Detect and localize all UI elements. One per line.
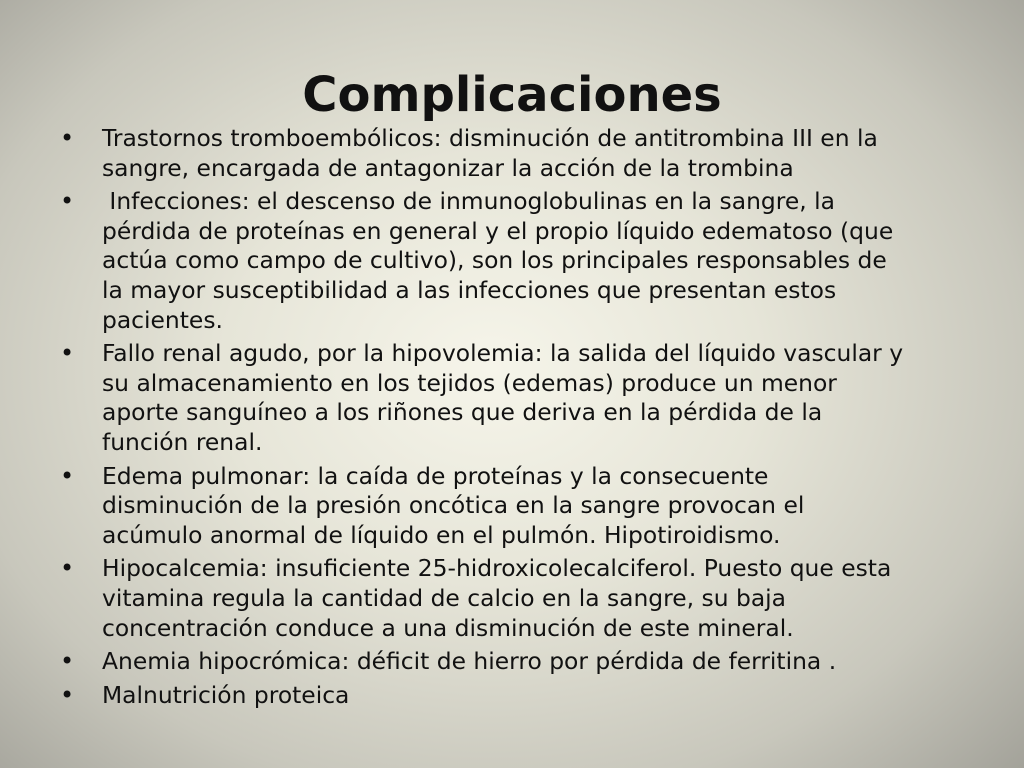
bullet-icon: • <box>60 647 75 676</box>
bullet-item <box>58 681 968 711</box>
bullet-list <box>58 124 968 714</box>
bullet-line: Trastornos tromboembólicos: disminución de antitrombina III en la <box>102 124 878 152</box>
bullet-icon: • <box>60 680 75 709</box>
bullet-icon: • <box>60 339 75 368</box>
bullet-line: su almacenamiento en los tejidos (edemas) produce un menor <box>102 368 837 397</box>
bullet-icon: • <box>60 187 75 216</box>
bullet-line: actúa como campo de cultivo), son los principales responsables de <box>102 246 887 275</box>
bullet-line: vitamina regula la cantidad de calcio en la sangre, su baja <box>102 583 786 612</box>
bullet-line: Fallo renal agudo, por la hipovolemia: la salida del líquido vascular y <box>102 339 904 368</box>
bullet-item <box>58 462 968 551</box>
bullet-line: acúmulo anormal de líquido en el pulmón. Hipotiroidismo. <box>102 520 781 549</box>
bullet-line: la mayor susceptibilidad a las infecciones que presentan estos <box>102 275 837 304</box>
bullet-icon: • <box>60 124 75 152</box>
bullet-line: sangre, encargada de antagonizar la acción de la trombina <box>102 153 794 182</box>
bullet-line: disminución de la presión oncótica en la sangre provocan el <box>102 491 805 520</box>
bullet-item <box>58 124 968 183</box>
bullet-line: concentración conduce a una disminución de este mineral. <box>102 613 794 642</box>
bullet-line: aporte sanguíneo a los riñones que deriva en la pérdida de la <box>102 398 823 427</box>
bullet-line: función renal. <box>102 427 263 456</box>
bullet-icon: • <box>60 554 75 583</box>
bullet-line: Anemia hipocrómica: déficit de hierro por pérdida de ferritina . <box>102 647 837 676</box>
slide-title: Complicaciones <box>302 67 722 123</box>
bullet-line: pacientes. <box>102 305 223 334</box>
bullet-line: Edema pulmonar: la caída de proteínas y la consecuente <box>102 461 769 490</box>
bullet-item <box>58 187 968 335</box>
bullet-line: Hipocalcemia: insuficiente 25-hidroxicolecalciferol. Puesto que esta <box>102 554 892 583</box>
bullet-line: Infecciones: el descenso de inmunoglobulinas en la sangre, la <box>102 187 835 216</box>
bullet-item <box>58 339 968 457</box>
bullet-item <box>58 647 968 677</box>
bullet-line: Malnutrición proteica <box>102 680 350 709</box>
bullet-line: pérdida de proteínas en general y el propio líquido edematoso (que <box>102 216 894 245</box>
bullet-icon: • <box>60 461 75 490</box>
bullet-item <box>58 554 968 643</box>
